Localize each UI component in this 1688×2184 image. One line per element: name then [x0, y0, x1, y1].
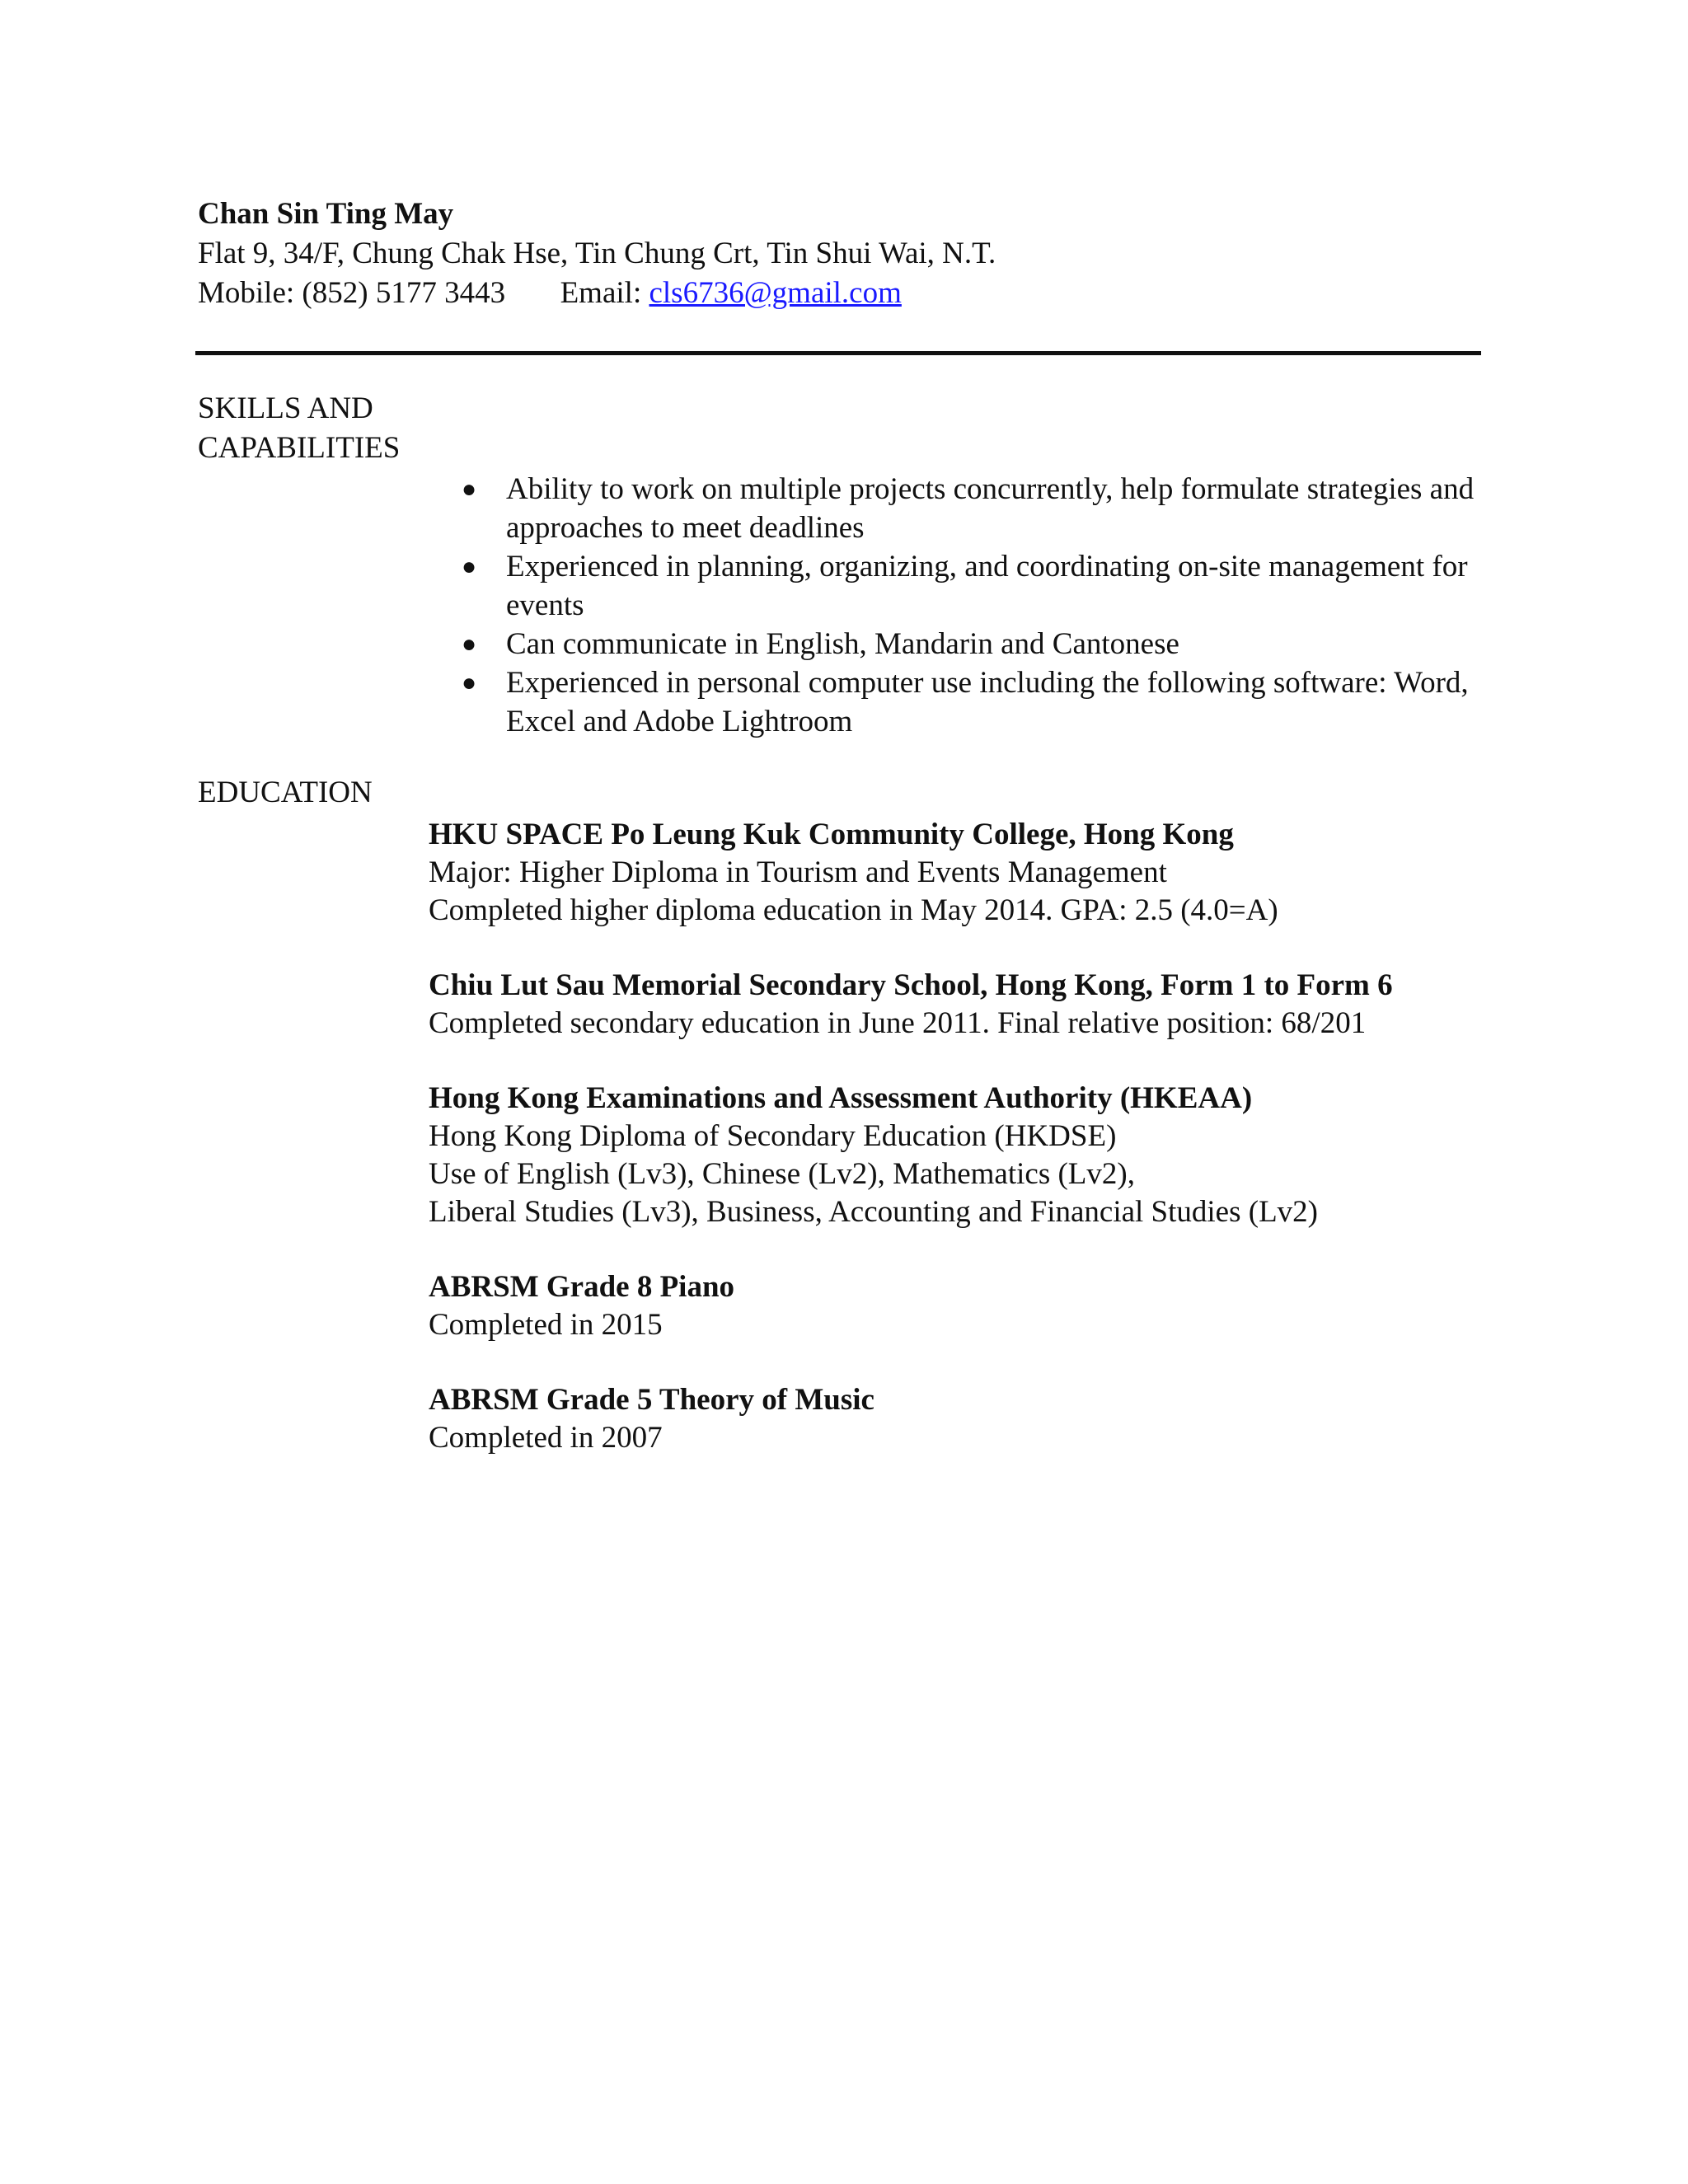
education-section [429, 816, 1500, 1494]
education-entry-detail: Liberal Studies (Lv3), Business, Accounting and Financial Studies (Lv2) [429, 1195, 1318, 1229]
education-heading: EDUCATION [198, 776, 373, 809]
education-entry-title: Hong Kong Examinations and Assessment Authority (HKEAA) [429, 1081, 1253, 1115]
address-line: Flat 9, 34/F, Chung Chak Hse, Tin Chung Crt, Tin Shui Wai, N.T. [198, 237, 996, 270]
skill-item [462, 547, 1484, 625]
skill-text: Ability to work on multiple projects concurrently, help formulate strategies and approaches to meet deadlines [506, 472, 1475, 545]
education-entry-title: HKU SPACE Po Leung Kuk Community College, Hong Kong [429, 818, 1234, 851]
skills-heading-line1: SKILLS AND [198, 391, 373, 425]
skill-text: Experienced in planning, organizing, and coordinating on-site management for events [506, 550, 1468, 622]
skill-item [462, 625, 1484, 663]
education-entry-detail: Completed in 2007 [429, 1421, 663, 1455]
header-divider [195, 351, 1481, 355]
mobile-number: (852) 5177 3443 [302, 276, 506, 310]
education-entry-detail: Major: Higher Diploma in Tourism and Events Management [429, 855, 1167, 889]
skills-heading [198, 389, 400, 468]
email-label: Email: [560, 276, 642, 310]
education-entry [429, 1080, 1500, 1231]
education-entry-detail: Completed in 2015 [429, 1308, 663, 1342]
skill-item [462, 470, 1484, 547]
bullet-icon: ● [462, 669, 477, 696]
mobile-label: Mobile: [198, 276, 295, 310]
education-entry-title: Chiu Lut Sau Memorial Secondary School, Hong Kong, Form 1 to Form 6 [429, 968, 1393, 1002]
education-entry-title: ABRSM Grade 5 Theory of Music [429, 1383, 874, 1417]
skill-text: Experienced in personal computer use including the following software: Word, Excel and Adobe Lightroom [506, 666, 1469, 738]
bullet-icon: ● [462, 553, 477, 580]
skills-list [462, 470, 1484, 741]
education-entry [429, 967, 1500, 1043]
education-entry [429, 816, 1500, 930]
contact-line [198, 274, 1484, 313]
skill-item [462, 663, 1484, 741]
skills-heading-line2: CAPABILITIES [198, 431, 401, 465]
education-entry-detail: Completed secondary education in June 2011. Final relative position: 68/201 [429, 1006, 1367, 1040]
bullet-icon: ● [462, 476, 477, 503]
resume-header [198, 194, 1484, 313]
education-entry-title: ABRSM Grade 8 Piano [429, 1270, 735, 1304]
education-entry [429, 1268, 1500, 1344]
bullet-icon: ● [462, 630, 477, 658]
email-link[interactable]: cls6736@gmail.com [649, 276, 902, 310]
candidate-name: Chan Sin Ting May [198, 197, 454, 231]
education-entry-detail: Use of English (Lv3), Chinese (Lv2), Mathematics (Lv2), [429, 1157, 1135, 1191]
skill-text: Can communicate in English, Mandarin and Cantonese [506, 627, 1179, 661]
education-entry-detail: Completed higher diploma education in May 2014. GPA: 2.5 (4.0=A) [429, 893, 1278, 927]
education-entry-detail: Hong Kong Diploma of Secondary Education (HKDSE) [429, 1119, 1117, 1153]
education-entry [429, 1381, 1500, 1457]
